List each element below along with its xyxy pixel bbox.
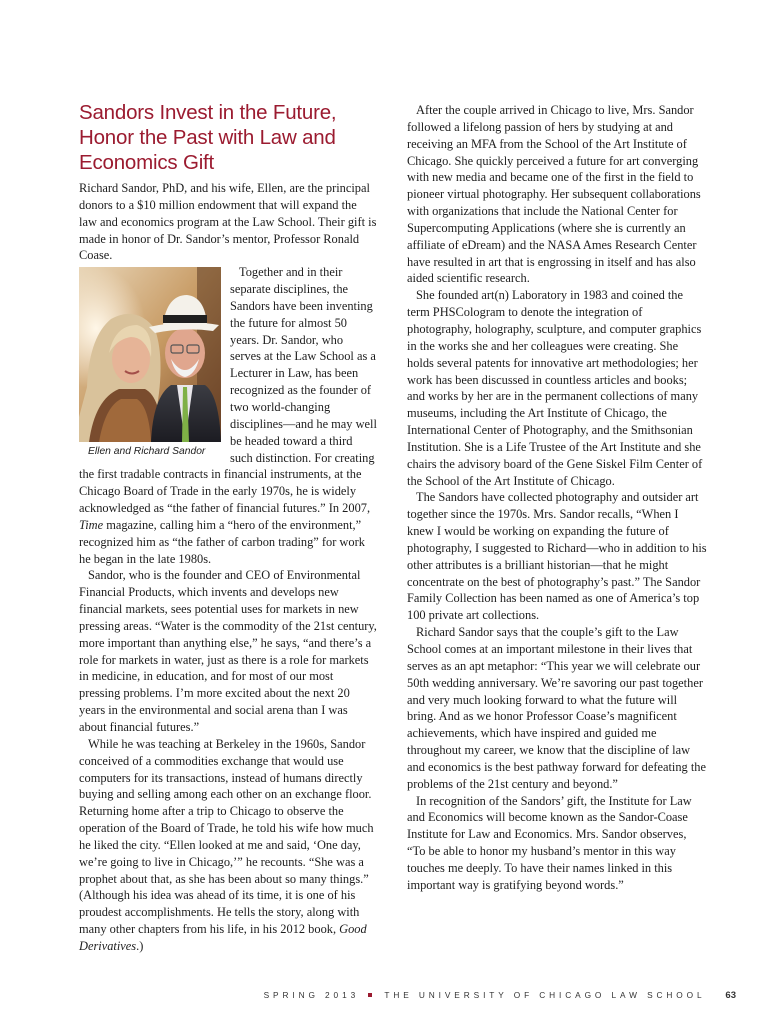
square-bullet-icon	[368, 993, 372, 997]
photo-caption: Ellen and Richard Sandor	[88, 446, 206, 458]
book-title: Good Derivatives	[79, 922, 367, 953]
footer-issue: SPRING 2013	[263, 990, 360, 1000]
paragraph-environmental-markets: Sandor, who is the founder and CEO of Environmental Financial Products, which invents and develops new financial markets, sees potential uses for markets in new pressing areas. “Water is the commodity of the 21st century, more important than anything else,” he says, “and there’s a role for markets in water, just as there is a role for markets in medicine, in education, and for most of our most pressing problems. I’m more excited about the next 20 years in the environmental and social arena than I was about financial futures.”	[79, 568, 377, 734]
paragraph-mfa: After the couple arrived in Chicago to live, Mrs. Sandor followed a lifelong passion of hers by studying at and receiving an MFA from the School of the Art Institute of Chicago. She quickly perceived a future for art converging with new media and became one of the first in the field to pioneer virtual photography. Her subsequent collaborations with organizations that include the National Center for Supercomputing Applications (where she is currently an affiliate of eDream) and the NASA Ames Research Center have resulted in art that is engrossing in itself and has also aided scientific research.	[407, 103, 701, 286]
left-column	[79, 100, 377, 955]
article-headline: Sandors Invest in the Future, Honor the Past with Law and Economics Gift	[79, 101, 337, 174]
paragraph-sandor-career	[79, 264, 377, 567]
paragraph-collection: The Sandors have collected photography and outsider art together since the 1970s. Mrs. Sandor recalls, “When I knew I would be working on expanding the future of photography, I suggested to Richard—who in addition to his other attributes is a brilliant historian—that he might concentrate on the best of photography’s past.” The Sandor Family Collection has been named as one of America’s top 100 private art collections.	[407, 490, 707, 623]
paragraph-milestone: Richard Sandor says that the couple’s gift to the Law School comes at an important milestone in their lives that serves as an apt metaphor: “This year we will celebrate our 50th wedding anniversary. We’re savoring our past together and very much looking forward to what the future will bring. And as we honor Professor Coase’s magnificent achievements, which have inspired and guided me throughout my career, we know that the discipline of law and economics is the best pathway forward for defeating the problems of the 21st century and beyond.”	[407, 625, 706, 791]
paragraph-artn-laboratory: She founded art(n) Laboratory in 1983 and coined the term PHSCologram to denote the integration of photography, holography, sculpture, and computer graphics in the works she and her colleagues were creating. She holds several patents for innovative art methodologies; her work has been discussed in countless articles and books; and works by her are in the permanent collections of many museums, including the Art Institute of Chicago, the International Center of Photography, and the Smithsonian Institution. She is a Life Trustee of the Art Institute and she chairs the advisory board of the Gene Siskel Film Center of the School of the Art Institute of Chicago.	[407, 288, 703, 488]
photo-figure	[79, 267, 221, 458]
paragraph-berkeley	[79, 736, 377, 955]
paragraph-career-text-b: magazine, calling him a “hero of the environment,” recognized him as “the father of carbon trading” for work he began in the late 1980s.	[79, 517, 365, 566]
paragraph-institute: In recognition of the Sandors’ gift, the Institute for Law and Economics will become known as the Sandor-Coase Institute for Law and Economics. Mrs. Sandor observes, “To be able to honor my husband’s mentor in this way touches me deeply. To have their names linked in this important way is gratifying beyond words.”	[407, 793, 692, 892]
page-footer	[0, 990, 736, 1001]
paragraph-intro: Richard Sandor, PhD, and his wife, Ellen, are the principal donors to a $10 million endowment that will expand the law and economics program at the Law School. Their gift is made in honor of Dr. Sandor’s mentor, Professor Ronald Coase.	[79, 181, 377, 263]
right-column	[407, 102, 707, 894]
paragraph-berkeley-text-a: While he was teaching at Berkeley in the 1960s, Sandor conceived of a commodities exchange that would use computers for its transactions, instead of humans directly buying and selling among each other on an exchange floor. Returning home after a trip to Chicago to observe the operation of the Board of Trade, he told his wife how much he liked the city. “Ellen looked at me and said, ‘One day, we’re going to live in Chicago,’” he recounts. “She was a prophet about that, as she has been about so many things.” (Although his idea was ahead of its time, it is one of his proudest accomplishments. He tells the story, along with many other chapters from his life, in his 2012 book,	[79, 736, 374, 937]
page-number: 63	[725, 990, 736, 1001]
paragraph-career-text-a: Together and in their separate disciplines, the Sandors have been inventing the future for almost 50 years. Dr. Sandor, who serves at the Law School as a Lecturer in Law, has been recognized as the founder of two world-changing disciplines—and he may well be headed toward a third such distinction. For creating the first tradable contracts in financial instruments, at the Chicago Board of Trade in the early 1970s, he is widely acknowledged as “the father of financial futures.” In 2007,	[79, 265, 377, 516]
paragraph-berkeley-text-b: .)	[136, 938, 144, 953]
sandors-photo	[79, 267, 221, 442]
footer-publication: THE UNIVERSITY OF CHICAGO LAW SCHOOL	[384, 990, 706, 1000]
magazine-title: Time	[79, 517, 104, 532]
